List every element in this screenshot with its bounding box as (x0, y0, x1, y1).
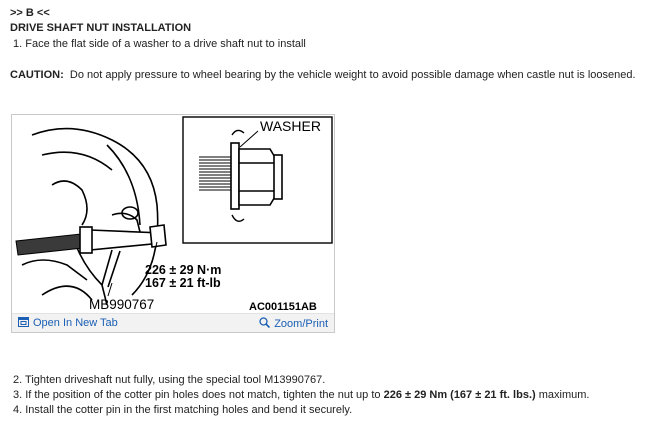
caution-text: Do not apply pressure to wheel bearing by the vehicle weight to avoid possible damage when castle nut is loosened. (69, 69, 636, 81)
external-window-icon (18, 317, 29, 327)
open-new-tab-link[interactable] (18, 317, 118, 329)
tool-label: MB990767 (89, 297, 155, 312)
step-2: 2. Tighten driveshaft nut fully, using the special tool M13990767. (13, 374, 326, 386)
caution-note (10, 69, 636, 81)
page-title: DRIVE SHAFT NUT INSTALLATION (10, 22, 192, 34)
step-3-after: maximum. (535, 389, 590, 401)
zoom-print-link[interactable] (259, 317, 328, 330)
zoom-print-label: Zoom/Print (274, 318, 328, 330)
figure-code: AC001151AB (249, 301, 317, 313)
open-new-tab-label: Open In New Tab (33, 317, 118, 329)
caution-label: CAUTION: (10, 69, 64, 81)
washer-label: WASHER (260, 118, 321, 134)
step-4: 4. Install the cotter pin in the first matching holes and bend it securely. (13, 404, 353, 416)
torque-wrench (16, 225, 166, 287)
step-3 (13, 389, 589, 401)
torque-ftlb-label: 167 ± 21 ft-lb (145, 276, 221, 290)
magnifier-icon (259, 317, 270, 328)
drive-shaft-illustration (12, 115, 334, 313)
step-3-torque: 226 ± 29 Nm (167 ± 21 ft. lbs.) (383, 389, 536, 401)
figure-box (11, 114, 335, 333)
torque-nm-label: 226 ± 29 N·m (145, 263, 222, 277)
step-1: 1. Face the flat side of a washer to a drive shaft nut to install (13, 38, 306, 50)
step-3-before: 3. If the position of the cotter pin holes does not match, tighten the nut up to (13, 389, 384, 401)
section-marker: >> B << (10, 7, 50, 19)
figure-footer (12, 313, 334, 332)
hub-drawing (22, 129, 158, 305)
